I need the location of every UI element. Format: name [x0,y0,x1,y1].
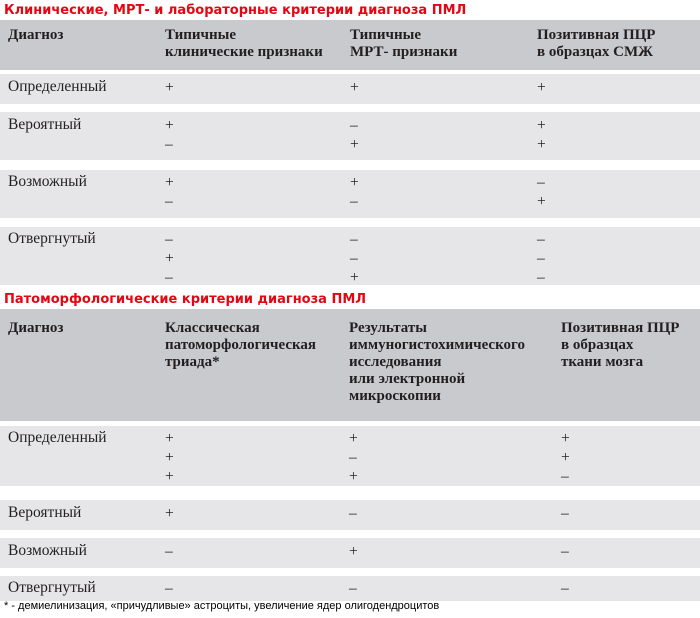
table1-cell-pcr: – + [537,174,546,210]
table2-header-pcr-tissue: Позитивная ПЦР в образцах ткани мозга [561,320,680,370]
footnote: * - демиелинизация, «причудливые» астроциты, увеличение ядер олигодендроцитов [4,600,440,612]
table1-cell-clinical: + – [165,174,174,210]
table1-cell-mri: – + [350,117,359,153]
table2-header-ihc: Результаты иммуногистохимического исследования или электронной микроскопии [349,320,525,404]
table1-cell-mri: – – + [350,231,359,286]
table1-cell-clinical: – + – [165,231,174,286]
table2-cell-triad: – [165,543,173,560]
table2-cell-ihc: – [349,505,357,522]
table2-cell-triad: + + + [165,430,174,485]
table1-header-clinical: Типичные клинические признаки [165,27,323,60]
table2-cell-pcr: – [561,580,569,597]
table2-header-diagnosis: Диагноз [8,320,64,336]
table2-cell-triad: + [165,505,174,522]
table1-cell-clinical: + [165,79,174,96]
table1-cell-pcr: + [537,79,546,96]
table1-row-diagnosis: Вероятный [8,116,82,133]
table2-row-diagnosis: Вероятный [8,504,82,521]
table2-row-diagnosis: Возможный [8,542,87,559]
table1-row-diagnosis: Определенный [8,78,107,95]
table2-row-diagnosis: Отвергнутый [8,579,96,596]
table1-cell-pcr: – – – [537,231,545,286]
table1-header-pcr-csf: Позитивная ПЦР в образцах СМЖ [537,27,656,60]
table1-title: Клинические, МРТ- и лабораторные критерии диагноза ПМЛ [4,3,467,18]
table1-cell-mri: + [350,79,359,96]
table1-cell-clinical: + – [165,117,174,153]
table2-row-diagnosis: Определенный [8,429,107,446]
table2-cell-ihc: + [349,543,358,560]
table1-header-mri: Типичные МРТ- признаки [350,27,458,60]
table2-cell-pcr: – [561,505,569,522]
table1-header-diagnosis: Диагноз [8,27,64,43]
table2-cell-pcr: – [561,543,569,560]
table2-title: Патоморфологические критерии диагноза ПМЛ [4,292,367,307]
table2-cell-triad: – [165,580,173,597]
table1-row-diagnosis: Возможный [8,173,87,190]
table2-cell-pcr: + + – [561,430,570,485]
table2-cell-ihc: – [349,580,357,597]
table2-cell-ihc: + – + [349,430,358,485]
table1-cell-mri: + – [350,174,359,210]
table1-cell-pcr: + + [537,117,546,153]
table2-header-triad: Классическая патоморфологическая триада* [165,320,317,370]
table1-row-diagnosis: Отвергнутый [8,230,96,247]
